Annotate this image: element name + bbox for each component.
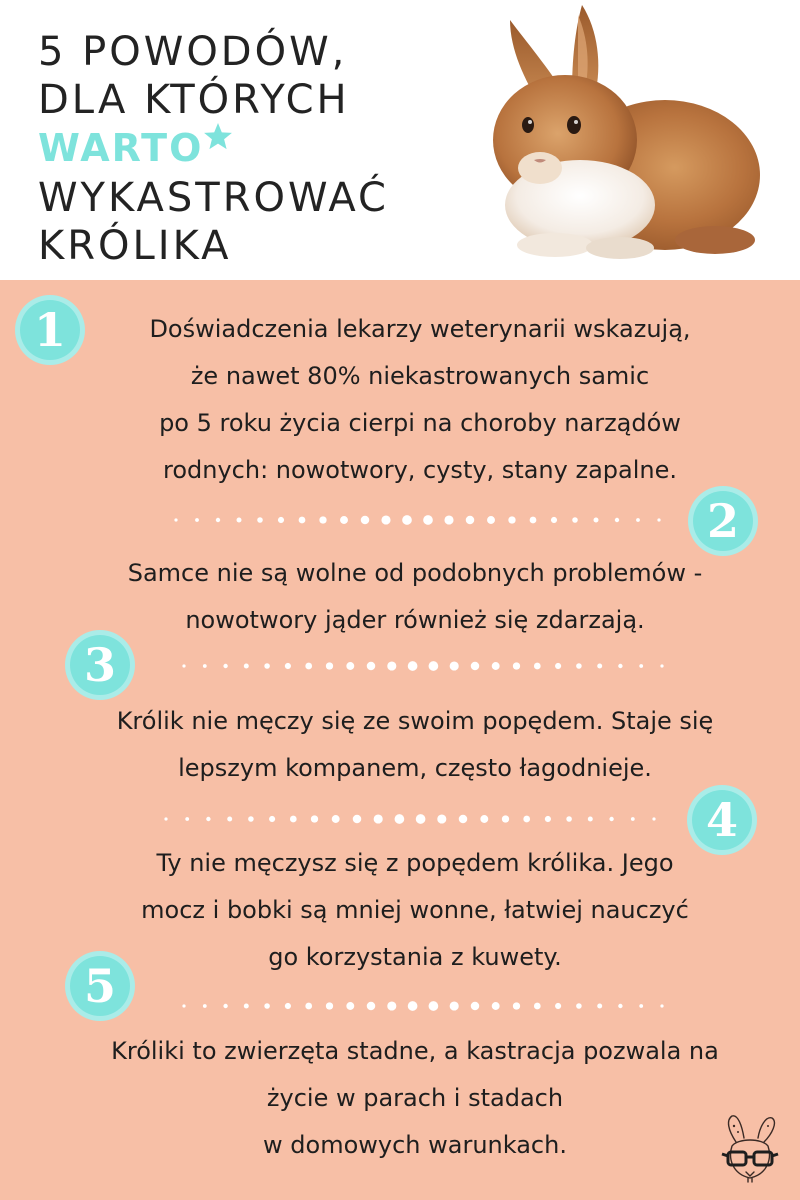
reasons-panel xyxy=(0,280,800,1200)
divider-dot xyxy=(597,1004,602,1009)
divider-dot xyxy=(429,661,439,671)
divider-dot xyxy=(609,817,613,821)
divider-dot xyxy=(311,815,318,822)
divider-dot xyxy=(416,814,426,824)
badge-number: 4 xyxy=(705,793,738,847)
divider-dot xyxy=(248,816,254,822)
divider-dot xyxy=(203,664,207,668)
divider-dot xyxy=(545,816,551,822)
divider-dot xyxy=(513,1002,520,1009)
divider-dot xyxy=(636,518,640,522)
divider-dot xyxy=(395,814,405,824)
divider-dots xyxy=(178,658,668,674)
divider-dot xyxy=(594,518,599,523)
divider-dot xyxy=(576,1003,582,1009)
divider-dot xyxy=(182,664,185,667)
title-line-5: KRÓLIKA xyxy=(38,223,232,269)
divider-dot xyxy=(367,1002,376,1011)
divider-dot xyxy=(174,518,177,521)
divider-dot xyxy=(216,518,220,522)
divider-dot xyxy=(660,664,663,667)
divider-dot xyxy=(471,1002,480,1011)
divider-dot xyxy=(244,1004,249,1009)
divider-dot xyxy=(513,662,520,669)
divider-dot xyxy=(555,1003,561,1009)
divider-dot xyxy=(381,515,390,524)
divider-dot xyxy=(326,1002,333,1009)
divider-dot xyxy=(459,815,468,824)
divider-dot xyxy=(508,516,515,523)
title-accent-line xyxy=(38,124,389,174)
divider-dot xyxy=(588,817,593,822)
divider-dot xyxy=(444,515,453,524)
divider-dot xyxy=(639,664,643,668)
divider-dots xyxy=(178,998,668,1014)
divider-dot xyxy=(332,815,340,823)
divider-dot xyxy=(450,661,459,670)
badge-number-1 xyxy=(20,300,80,360)
divider-dot xyxy=(195,518,199,522)
dot-divider xyxy=(178,998,668,1014)
divider-dot xyxy=(551,517,557,523)
divider-dot xyxy=(450,1001,459,1010)
divider-dot xyxy=(278,517,284,523)
divider-dots xyxy=(160,811,660,827)
divider-dot xyxy=(387,1001,396,1010)
divider-dot xyxy=(639,1004,643,1008)
divider-dot xyxy=(305,663,312,670)
divider-dot xyxy=(290,816,297,823)
divider-dot xyxy=(182,1004,185,1007)
divider-dot xyxy=(423,515,433,525)
rabbit-photo xyxy=(470,0,770,270)
divider-dot xyxy=(534,663,541,670)
divider-dot xyxy=(346,662,354,670)
divider-dot xyxy=(408,1001,418,1011)
divider-dot xyxy=(618,664,622,668)
divider-dot xyxy=(361,516,370,525)
divider-dot xyxy=(597,664,602,669)
divider-dot xyxy=(618,1004,622,1008)
dot-divider xyxy=(160,811,660,827)
page-title xyxy=(38,28,389,270)
divider-dot xyxy=(264,663,270,669)
divider-dot xyxy=(523,816,530,823)
divider-dot xyxy=(480,815,488,823)
divider-dot xyxy=(326,662,333,669)
divider-dot xyxy=(203,1004,207,1008)
divider-dot xyxy=(299,517,306,524)
divider-dot xyxy=(429,1001,439,1011)
reason-2-text: Samce nie są wolne od podobnych problemów - nowotwory jąder również się zdarzają. xyxy=(127,559,703,634)
divider-dot xyxy=(367,662,376,671)
star-icon xyxy=(203,122,233,152)
divider-dot xyxy=(660,1004,663,1007)
badge-number-3 xyxy=(70,635,130,695)
divider-dot xyxy=(530,517,537,524)
divider-dot xyxy=(319,516,326,523)
reason-3-text: Królik nie męczy się ze swoim popędem. Staje się lepszym kompanem, często łagodnieje. xyxy=(116,707,714,782)
badge-number: 1 xyxy=(33,303,66,357)
divider-dot xyxy=(466,516,475,525)
divider-dot xyxy=(206,817,210,821)
divider-dot xyxy=(353,815,362,824)
divider-dot xyxy=(572,517,578,523)
divider-dot xyxy=(652,817,655,820)
title-line-4: WYKASTROWAĆ xyxy=(38,175,389,221)
divider-dot xyxy=(185,817,189,821)
divider-dot xyxy=(492,1002,500,1010)
title-line-2: DLA KTÓRYCH xyxy=(38,77,350,123)
reason-1-text: Doświadczenia lekarzy weterynarii wskazują, że nawet 80% niekastrowanych samic po 5 roku życia cierpi na choroby narządów rodnych: nowotwory, cysty, stany zapalne. xyxy=(149,315,691,484)
divider-dot xyxy=(346,1002,354,1010)
divider-dot xyxy=(492,662,500,670)
divider-dot xyxy=(223,664,227,668)
dot-divider xyxy=(178,658,668,674)
badge-number-2 xyxy=(693,491,753,551)
divider-dot xyxy=(657,518,660,521)
divider-dot xyxy=(387,661,396,670)
divider-dot xyxy=(285,663,291,669)
title-accent: WARTO xyxy=(38,126,204,170)
reason-4-text: Ty nie męczysz się z popędem królika. Jego mocz i bobki są mniej wonne, łatwiej nauczyć go korzystania z kuwety. xyxy=(141,849,689,971)
divider-dot xyxy=(340,516,348,524)
badge-number: 5 xyxy=(83,959,116,1013)
divider-dot xyxy=(285,1003,291,1009)
divider-dot xyxy=(631,817,635,821)
divider-dot xyxy=(164,817,167,820)
divider-dot xyxy=(244,664,249,669)
badge-number: 2 xyxy=(706,494,739,548)
divider-dot xyxy=(408,661,418,671)
divider-dot xyxy=(257,517,263,523)
divider-dot xyxy=(305,1003,312,1010)
divider-dot xyxy=(471,662,480,671)
header xyxy=(0,0,800,280)
divider-dots xyxy=(170,512,665,528)
divider-dot xyxy=(264,1003,270,1009)
divider-dot xyxy=(555,663,561,669)
divider-dot xyxy=(566,816,572,822)
dot-divider xyxy=(170,512,665,528)
divider-dot xyxy=(227,817,232,822)
reason-5-text: Króliki to zwierzęta stadne, a kastracja pozwala na życie w parach i stadach w domowych warunkach. xyxy=(111,1037,719,1159)
divider-dot xyxy=(237,518,242,523)
divider-dot xyxy=(576,663,582,669)
divider-dot xyxy=(502,815,509,822)
rabbit-glasses-logo xyxy=(718,1112,782,1184)
divider-dot xyxy=(223,1004,227,1008)
divider-dot xyxy=(615,518,619,522)
divider-dot xyxy=(487,516,495,524)
divider-dot xyxy=(402,515,412,525)
divider-dot xyxy=(269,816,275,822)
badge-number: 3 xyxy=(83,638,116,692)
title-line-1: 5 POWODÓW, xyxy=(38,29,348,75)
divider-dot xyxy=(374,814,383,823)
badge-number-5 xyxy=(70,956,130,1016)
divider-dot xyxy=(534,1003,541,1010)
divider-dot xyxy=(437,814,446,823)
